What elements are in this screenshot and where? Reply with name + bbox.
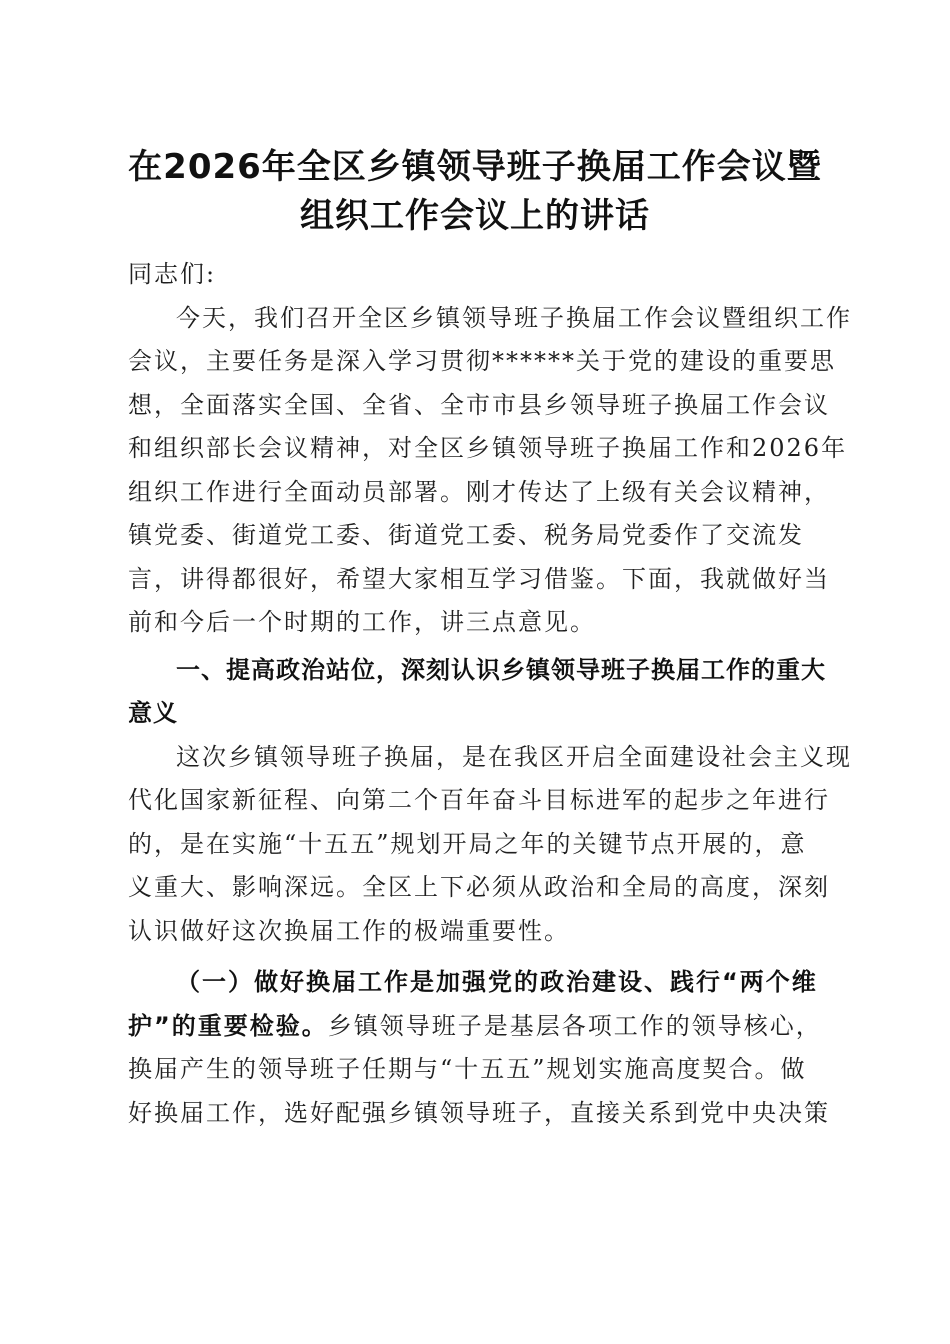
subsection-line xyxy=(128,1005,833,1049)
paragraph-line: 这次乡镇领导班子换届，是在我区开启全面建设社会主义现 xyxy=(176,742,852,771)
paragraph-line: 代化国家新征程、向第二个百年奋斗目标进军的起步之年进行 xyxy=(128,786,830,814)
paragraph-line: 好换届工作，选好配强乡镇领导班子，直接关系到党中央决策 xyxy=(128,1098,830,1127)
document-title-line-1: 在2026年全区乡镇领导班子换届工作会议暨 xyxy=(128,147,822,187)
paragraph-line: 的，是在实施“十五五”规划开局之年的关键节点开展的，意 xyxy=(128,829,807,858)
paragraph-line: 想，全面落实全国、全省、全市市县乡领导班子换届工作会议 xyxy=(128,390,830,419)
paragraph-line: 义重大、影响深远。全区上下必须从政治和全局的高度，深刻 xyxy=(128,873,830,901)
paragraph-line: 镇党委、街道党工委、街道党工委、税务局党委作了交流发 xyxy=(128,521,804,549)
paragraph-line: 换届产生的领导班子任期与“十五五”规划实施高度契合。做 xyxy=(128,1055,807,1083)
document-title-line-2: 组织工作会议上的讲话 xyxy=(300,196,650,236)
paragraph-line: 会议，主要任务是深入学习贯彻******关于党的建设的重要思 xyxy=(128,347,836,375)
section-heading-line: 意义 xyxy=(128,699,178,727)
document-body xyxy=(128,253,852,1135)
paragraph-line: 今天，我们召开全区乡镇领导班子换届工作会议暨组织工作 xyxy=(176,303,852,332)
salutation: 同志们: xyxy=(128,260,217,288)
paragraph-line: 言，讲得都很好，希望大家相互学习借鉴。下面，我就做好当 xyxy=(128,564,830,593)
paragraph-line: 组织工作进行全面动员部署。刚才传达了上级有关会议精神， xyxy=(128,477,830,506)
paragraph-line: 认识做好这次换届工作的极端重要性。 xyxy=(128,916,570,945)
paragraph-line: 前和今后一个时期的工作，讲三点意见。 xyxy=(128,608,596,636)
section-heading-line: 一、提高政治站位，深刻认识乡镇领导班子换届工作的重大 xyxy=(176,655,826,684)
subsection-body-text: 乡镇领导班子是基层各项工作的领导核心， xyxy=(327,1011,822,1040)
subsection-lead-text: 护”的重要检验。 xyxy=(128,1011,328,1040)
subsection-lead-line: （一）做好换届工作是加强党的政治建设、践行“两个维 xyxy=(176,968,818,996)
paragraph-line: 和组织部长会议精神，对全区乡镇领导班子换届工作和2026年 xyxy=(128,434,848,462)
